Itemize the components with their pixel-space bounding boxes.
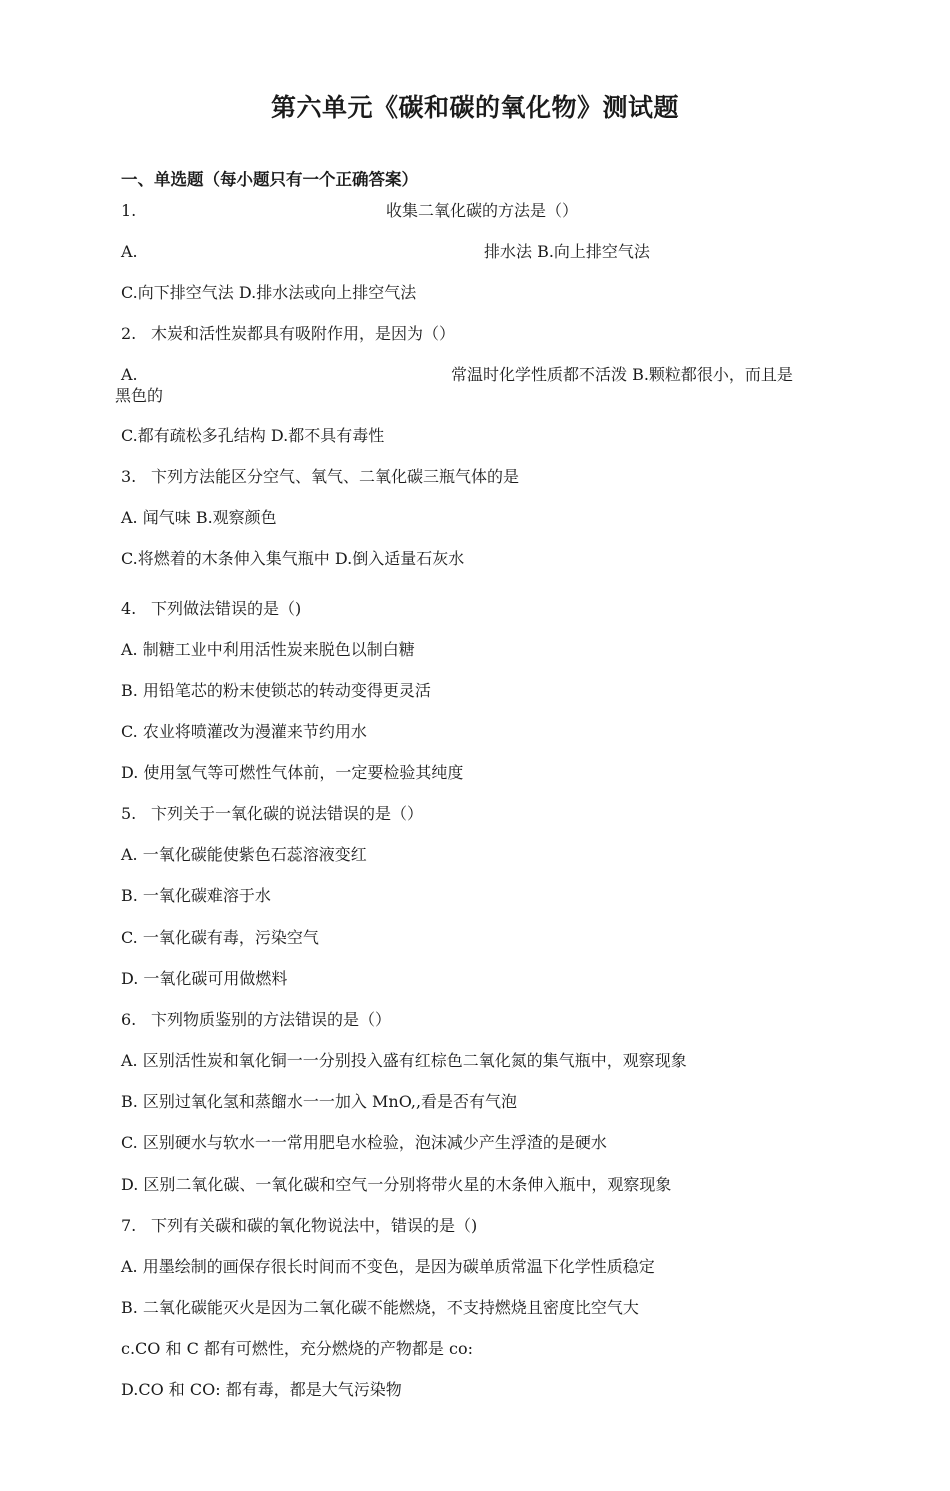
question-6-option-c: C. 区别硬水与软水一一常用肥皂水检验，泡沫减少产生浮渣的是硬水 xyxy=(121,1133,607,1152)
question-4-option-a: A. 制糖工业中利用活性炭来脱色以制白糖 xyxy=(121,640,415,659)
question-6-option-d: D. 区别二氧化碳、一氧化碳和空气一分别将带火星的木条伸入瓶中，观察现象 xyxy=(121,1175,672,1194)
question-2-stem: 木炭和活性炭都具有吸附作用，是因为（） xyxy=(151,324,456,343)
question-6-option-b: B. 区别过氧化氢和蒸餾水一一加入 MnO,,看是否有气泡 xyxy=(121,1092,518,1111)
question-4-option-d: D. 使用氢气等可燃性气体前，一定要检验其纯度 xyxy=(121,763,464,782)
question-4-stem: 下列做法错误的是（) xyxy=(151,599,302,618)
question-6-number: 6. xyxy=(121,1010,137,1029)
question-2-option-a-text: 常温时化学性质都不活泼 B.颗粒都很小，而且是 xyxy=(451,365,793,384)
question-5-option-a: A. 一氧化碳能使紫色石蕊溶液变红 xyxy=(121,845,367,864)
question-2-options-cd: C.都有疏松多孔结构 D.都不具有毒性 xyxy=(121,426,385,445)
section-heading: 一、单选题（每小题只有一个正确答案） xyxy=(121,170,418,189)
question-2-number: 2. xyxy=(121,324,137,343)
question-7-option-d: D.CO 和 CO: 都有毒，都是大气污染物 xyxy=(121,1380,402,1399)
question-2-option-a-label: A. xyxy=(121,365,138,384)
question-1-options-cd: C.向下排空气法 D.排水法或向上排空气法 xyxy=(121,283,417,302)
question-5-option-c: C. 一氧化碳有毒，污染空气 xyxy=(121,928,319,947)
question-7-option-b: B. 二氧化碳能灭火是因为二氧化碳不能燃烧，不支持燃烧且密度比空气大 xyxy=(121,1298,639,1317)
question-5-option-b: B. 一氧化碳难溶于水 xyxy=(121,886,271,905)
question-7-option-a: A. 用墨绘制的画保存很长时间而不变色，是因为碳单质常温下化学性质稳定 xyxy=(121,1257,655,1276)
question-7-number: 7. xyxy=(121,1216,137,1235)
question-7-option-c: c.CO 和 C 都有可燃性，充分燃烧的产物都是 co: xyxy=(121,1339,473,1358)
question-6-option-a: A. 区别活性炭和氧化铜一一分别投入盛有红棕色二氧化氮的集气瓶中，观察现象 xyxy=(121,1051,687,1070)
question-1-option-a-text: 排水法 B.向上排空气法 xyxy=(484,242,650,261)
question-5-option-d: D. 一氧化碳可用做燃料 xyxy=(121,969,288,988)
question-1-option-a-label: A. xyxy=(121,242,138,261)
question-3-options-cd: C.将燃着的木条伸入集气瓶中 D.倒入适量石灰水 xyxy=(121,549,465,568)
question-5-number: 5. xyxy=(121,804,137,823)
question-1-stem: 收集二氧化碳的方法是（） xyxy=(386,201,579,220)
question-1-number: 1. xyxy=(121,201,137,220)
question-2-option-a-continuation: 黑色的 xyxy=(115,386,164,405)
question-4-option-b: B. 用铅笔芯的粉末使锁芯的转动变得更灵活 xyxy=(121,681,431,700)
question-5-stem: 卞列关于一氧化碳的说法错误的是（） xyxy=(151,804,424,823)
question-4-option-c: C. 农业将喷灌改为漫灌来节约用水 xyxy=(121,722,367,741)
question-7-stem: 下列有关碳和碳的氧化物说法中，错误的是（) xyxy=(151,1216,478,1235)
question-3-number: 3. xyxy=(121,467,137,486)
question-3-options-ab: A. 闻气味 B.观察颜色 xyxy=(121,508,277,527)
question-3-stem: 卞列方法能区分空气、氧气、二氧化碳三瓶气体的是 xyxy=(151,467,520,486)
question-4-number: 4. xyxy=(121,599,137,618)
page-title: 第六单元《碳和碳的氧化物》测试题 xyxy=(270,93,679,122)
question-6-stem: 卞列物质鉴别的方法错误的是（） xyxy=(151,1010,392,1029)
